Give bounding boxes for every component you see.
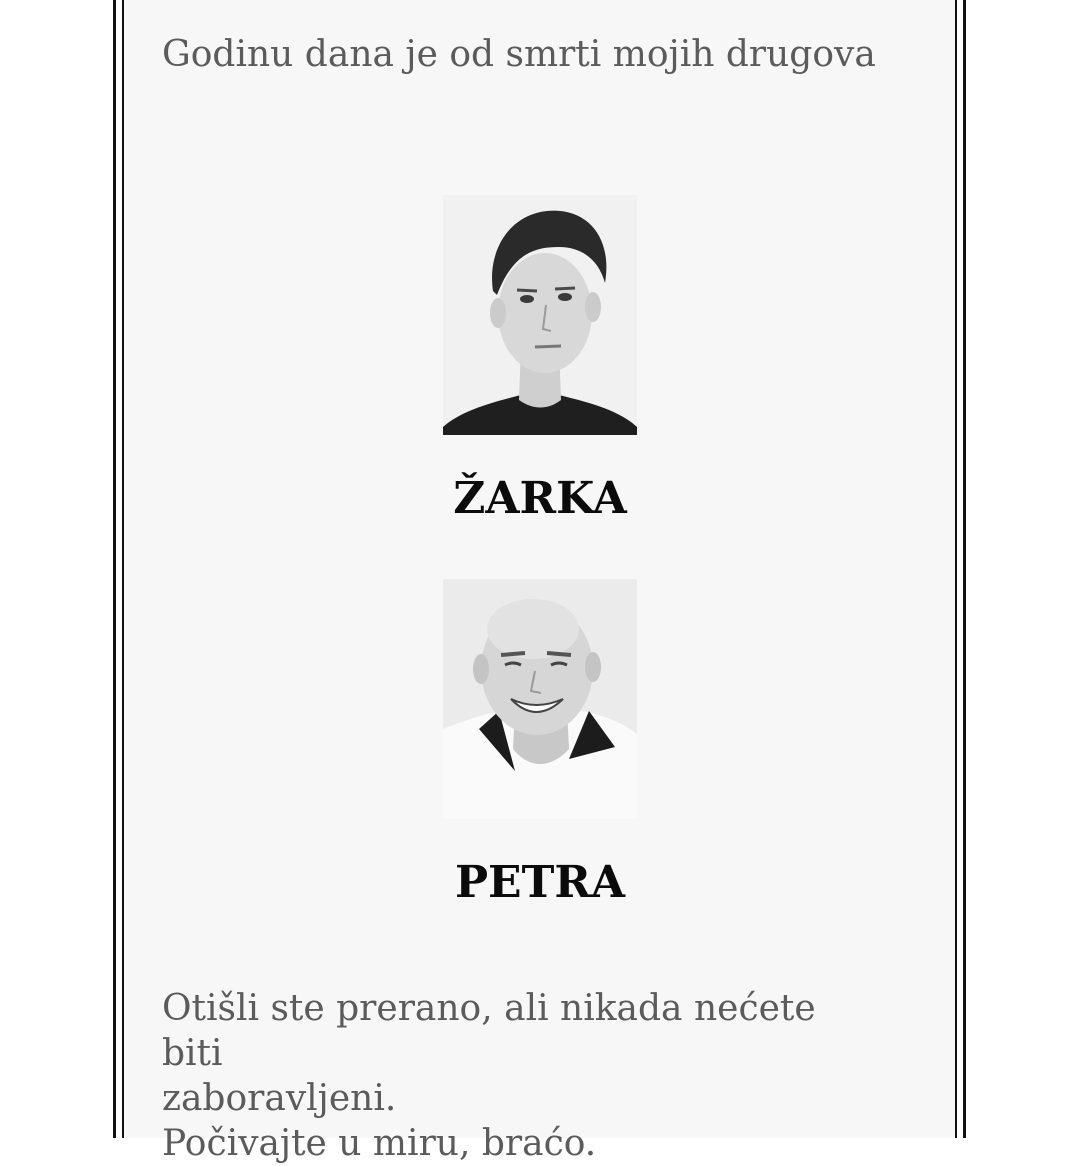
closing-line-2: zaboravljeni.: [162, 1078, 397, 1119]
closing-text: [162, 986, 852, 1166]
notice-outer-border: [113, 0, 966, 1138]
intro-text: Godinu dana je od smrti mojih drugova: [162, 34, 876, 75]
portrait-photo-petar: [443, 579, 637, 819]
notice-inner-border: [122, 0, 957, 1138]
closing-line-1: Otišli ste prerano, ali nikada nećete biti: [162, 988, 816, 1074]
deceased-name-2: PETRA: [454, 857, 626, 908]
closing-line-3: Počivajte u miru, braćo.: [162, 1123, 597, 1164]
portrait-photo-zarko: [443, 195, 637, 435]
deceased-name-1: ŽARKA: [453, 473, 627, 524]
